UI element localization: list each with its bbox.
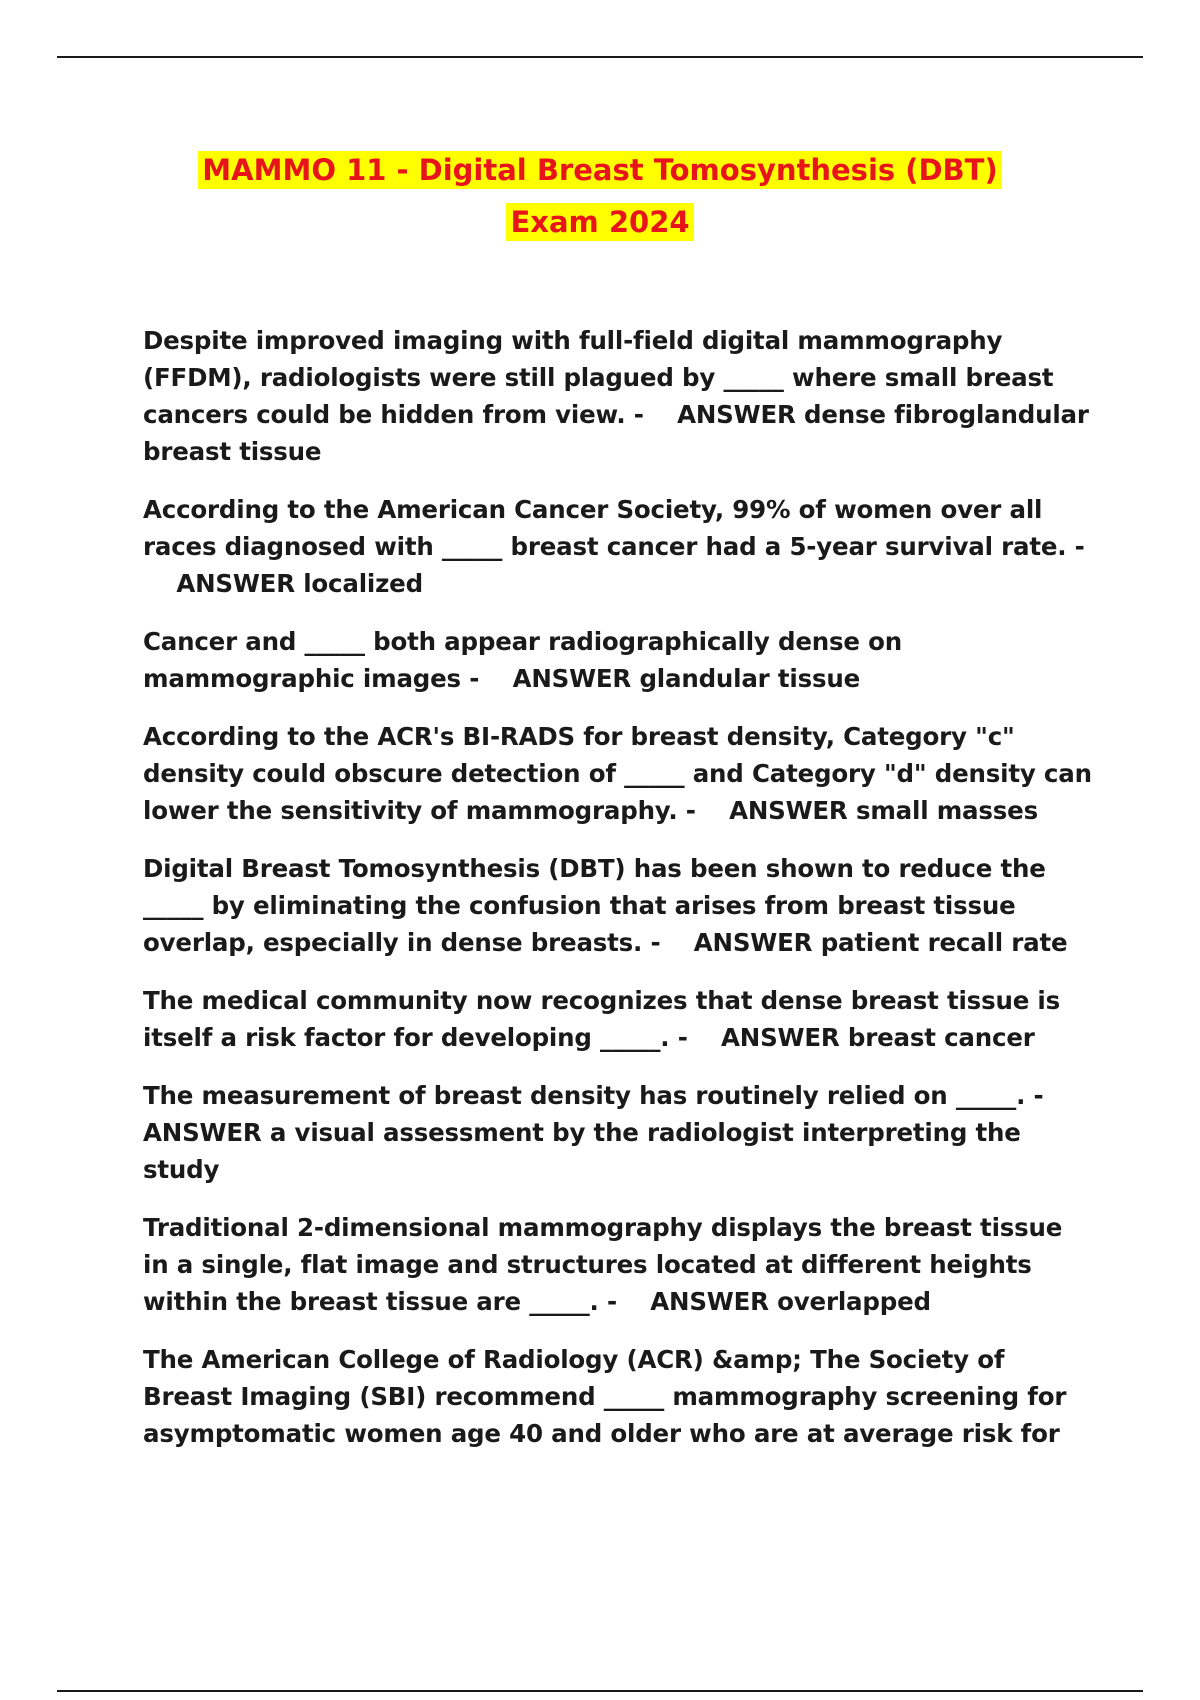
answer-label: ANSWER xyxy=(677,400,796,429)
question-text: Despite improved imaging with full-field digital mammography (FFDM), radiologists were still plagued by _____ where small breast cancers could be hidden from view. - xyxy=(143,326,1054,429)
qa-item xyxy=(143,982,1093,1056)
question-text: The measurement of breast density has routinely relied on _____. - xyxy=(143,1081,1044,1110)
question-text: Digital Breast Tomosynthesis (DBT) has been shown to reduce the _____ by eliminating the confusion that arises from breast tissue overlap, especially in dense breasts. - xyxy=(143,854,1046,957)
document-title xyxy=(0,144,1200,248)
answer-label: ANSWER xyxy=(729,796,848,825)
title-line-2: Exam 2024 xyxy=(506,203,693,241)
answer-text: a visual assessment by the radiologist interpreting the study xyxy=(143,1118,1021,1184)
answer-text: overlapped xyxy=(777,1287,931,1316)
answer-label: ANSWER xyxy=(650,1287,769,1316)
bottom-divider xyxy=(57,1690,1143,1692)
question-text: The American College of Radiology (ACR) &amp; The Society of Breast Imaging (SBI) recommend _____ mammography screening for asymptomatic women age 40 and older who are at average risk for xyxy=(143,1345,1067,1448)
qa-item xyxy=(143,322,1093,470)
answer-label: ANSWER xyxy=(693,928,813,957)
qa-item xyxy=(143,623,1093,697)
answer-text: patient recall rate xyxy=(820,928,1068,957)
qa-item xyxy=(143,1209,1093,1320)
top-divider xyxy=(57,56,1143,58)
question-text: Cancer and _____ both appear radiographically dense on mammographic images - xyxy=(143,627,903,693)
answer-text: glandular tissue xyxy=(639,664,861,693)
title-line-1: MAMMO 11 - Digital Breast Tomosynthesis (DBT) xyxy=(198,151,1001,189)
answer-label: ANSWER xyxy=(176,569,295,598)
answer-label: ANSWER xyxy=(721,1023,840,1052)
answer-text: breast cancer xyxy=(847,1023,1035,1052)
answer-text: localized xyxy=(303,569,423,598)
qa-item xyxy=(143,1077,1093,1188)
answer-label: ANSWER xyxy=(512,664,632,693)
question-text: According to the American Cancer Society, 99% of women over all races diagnosed with _____ breast cancer had a 5-year survival rate. - xyxy=(143,495,1085,561)
question-text: Traditional 2-dimensional mammography displays the breast tissue in a single, flat image and structures located at different heights within the breast tissue are _____. - xyxy=(143,1213,1063,1316)
question-text: The medical community now recognizes that dense breast tissue is itself a risk factor for developing _____. - xyxy=(143,986,1061,1052)
answer-text: dense fibroglandular breast tissue xyxy=(143,400,1089,466)
qa-item xyxy=(143,491,1093,602)
answer-text: small masses xyxy=(855,796,1038,825)
answer-label: ANSWER xyxy=(143,1118,262,1147)
question-answer-list xyxy=(143,322,1093,1473)
qa-item xyxy=(143,850,1093,961)
qa-item-partial xyxy=(143,1341,1093,1452)
qa-item xyxy=(143,718,1093,829)
question-text: According to the ACR's BI-RADS for breast density, Category "c" density could obscure detection of _____ and Category "d" density can lower the sensitivity of mammography. - xyxy=(143,722,1092,825)
